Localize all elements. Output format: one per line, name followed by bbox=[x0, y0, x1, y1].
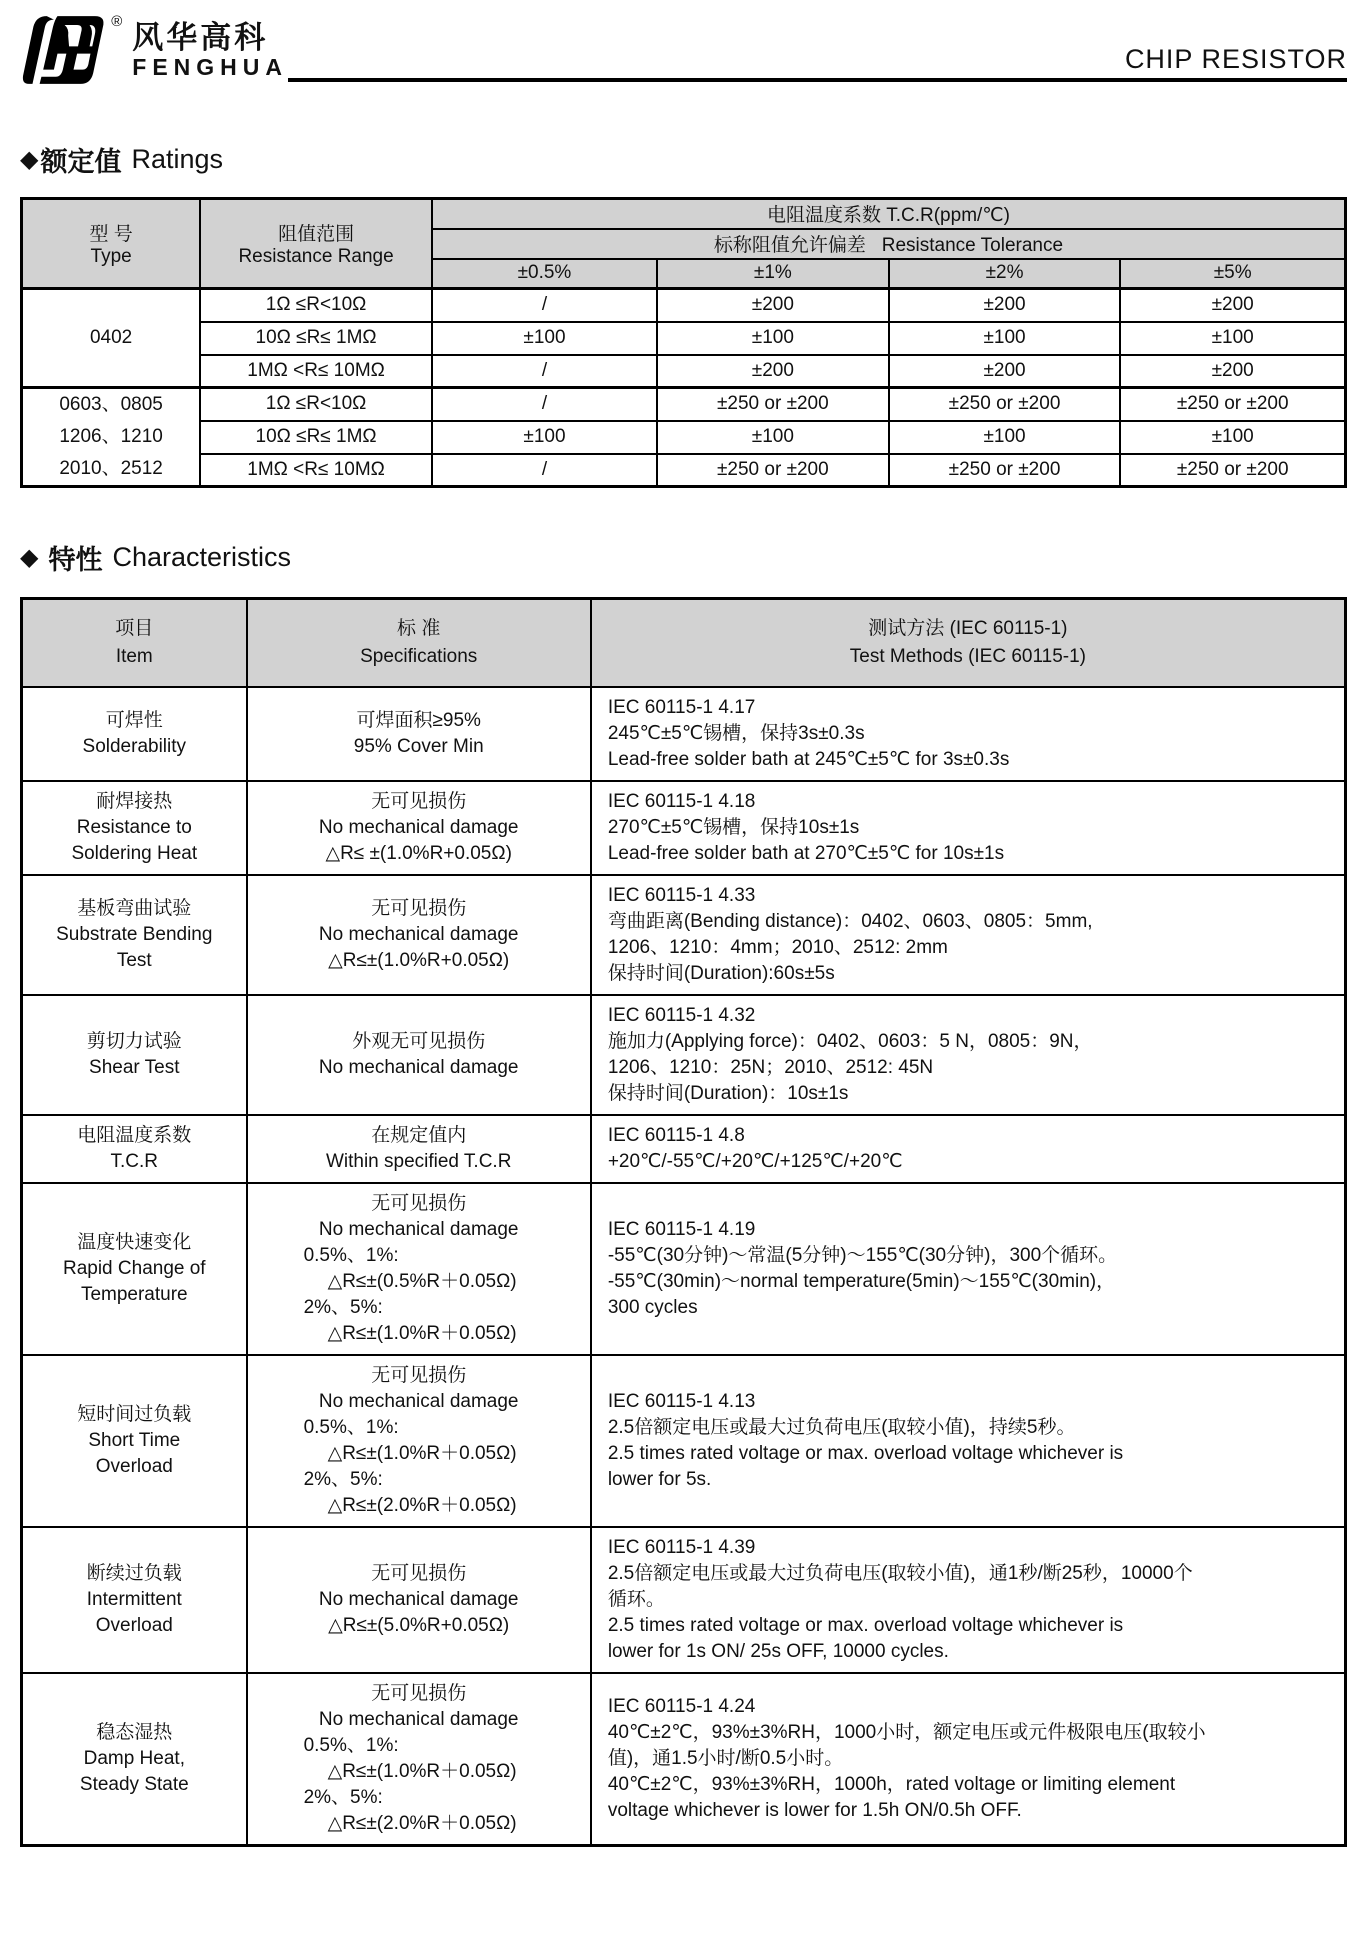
spec-column-header: 标 准 Specifications bbox=[247, 599, 591, 687]
method-cell: IEC 60115-1 4.19 -55℃(30分钟)～常温(5分钟)～155℃(30分钟)，300个循环。 -55℃(30min)～normal temperature(5min)～155℃(30min)， 300 cycles bbox=[591, 1183, 1346, 1355]
item-column-header: 项目 Item bbox=[22, 599, 247, 687]
ratings-table-body bbox=[22, 289, 1346, 487]
tcr-value-cell: ±100 bbox=[889, 322, 1121, 355]
item-cell: 耐焊接热 Resistance to Soldering Heat bbox=[22, 781, 247, 875]
tcr-value-cell: ±100 bbox=[657, 421, 889, 454]
tcr-value-cell: ±100 bbox=[1120, 421, 1345, 454]
type-cell: 0402 bbox=[22, 289, 201, 388]
tcr-value-cell: / bbox=[432, 454, 657, 487]
fenghua-logo bbox=[20, 10, 288, 86]
table-row bbox=[22, 1527, 1346, 1673]
item-cell: 基板弯曲试验 Substrate Bending Test bbox=[22, 875, 247, 995]
method-cell: IEC 60115-1 4.39 2.5倍额定电压或最大过负荷电压(取较小值)，通1秒/断25秒，10000个 循环。 2.5 times rated voltage or max. overload voltage whichever is lower for 1s ON/ 25s OFF, 10000 cycles. bbox=[591, 1527, 1346, 1673]
characteristics-header-row bbox=[22, 599, 1346, 687]
type-column-header: 型 号 Type bbox=[22, 199, 201, 289]
range-column-header: 阻值范围 Resistance Range bbox=[200, 199, 432, 289]
logo-cn-text: 风华高科 bbox=[132, 20, 269, 55]
doc-title: CHIP RESISTOR bbox=[1124, 44, 1347, 74]
tcr-value-cell: ±100 bbox=[432, 322, 657, 355]
method-cell: IEC 60115-1 4.13 2.5倍额定电压或最大过负荷电压(取较小值)，持续5秒。 2.5 times rated voltage or max. overload voltage whichever is lower for 5s. bbox=[591, 1355, 1346, 1527]
spec-cell: 无可见损伤 No mechanical damage △R≤±(1.0%R+0.05Ω) bbox=[247, 875, 591, 995]
item-cell: 稳态湿热 Damp Heat, Steady State bbox=[22, 1673, 247, 1846]
tolerance-col-1: ±1% bbox=[657, 259, 889, 289]
spec-cell: 可焊面积≥95% 95% Cover Min bbox=[247, 687, 591, 781]
tolerance-header: 标称阻值允许偏差 Resistance Tolerance bbox=[432, 229, 1346, 259]
item-cell: 温度快速变化 Rapid Change of Temperature bbox=[22, 1183, 247, 1355]
tcr-value-cell: ±100 bbox=[889, 421, 1121, 454]
item-cell: 电阻温度系数 T.C.R bbox=[22, 1115, 247, 1183]
table-row bbox=[22, 1673, 1346, 1846]
table-row bbox=[22, 1115, 1346, 1183]
range-cell: 1Ω ≤R<10Ω bbox=[200, 289, 432, 322]
table-row bbox=[22, 454, 1346, 487]
item-cell: 剪切力试验 Shear Test bbox=[22, 995, 247, 1115]
item-cell: 断续过负载 Intermittent Overload bbox=[22, 1527, 247, 1673]
ratings-table bbox=[20, 197, 1347, 488]
range-cell: 1MΩ <R≤ 10MΩ bbox=[200, 454, 432, 487]
range-cell: 10Ω ≤R≤ 1MΩ bbox=[200, 421, 432, 454]
spec-cell: 无可见损伤 No mechanical damage △R≤±(5.0%R+0.05Ω) bbox=[247, 1527, 591, 1673]
table-row bbox=[22, 781, 1346, 875]
tolerance-col-5: ±5% bbox=[1120, 259, 1345, 289]
tcr-value-cell: / bbox=[432, 388, 657, 421]
characteristics-table bbox=[20, 597, 1347, 1847]
tcr-value-cell: ±200 bbox=[1120, 355, 1345, 388]
tcr-value-cell: ±200 bbox=[889, 289, 1121, 322]
range-cell: 1MΩ <R≤ 10MΩ bbox=[200, 355, 432, 388]
spec-cell: 无可见损伤 No mechanical damage 0.5%、1%: △R≤±(0.5%R＋0.05Ω) 2%、5%: △R≤±(1.0%R＋0.05Ω) bbox=[247, 1183, 591, 1355]
characteristics-title-en: Characteristics bbox=[112, 542, 292, 572]
table-row bbox=[22, 355, 1346, 388]
table-row bbox=[22, 388, 1346, 421]
characteristics-table-body bbox=[22, 687, 1346, 1846]
table-row bbox=[22, 322, 1346, 355]
tcr-value-cell: ±250 or ±200 bbox=[657, 388, 889, 421]
table-row bbox=[22, 1183, 1346, 1355]
table-row bbox=[22, 687, 1346, 781]
ratings-header-row-1 bbox=[22, 199, 1346, 229]
spec-cell: 无可见损伤 No mechanical damage 0.5%、1%: △R≤±(1.0%R＋0.05Ω) 2%、5%: △R≤±(2.0%R＋0.05Ω) bbox=[247, 1673, 591, 1846]
range-cell: 1Ω ≤R<10Ω bbox=[200, 388, 432, 421]
tcr-value-cell: ±200 bbox=[889, 355, 1121, 388]
spec-cell: 在规定值内 Within specified T.C.R bbox=[247, 1115, 591, 1183]
diamond-icon: ◆ bbox=[20, 544, 39, 571]
header-rule bbox=[288, 10, 1347, 82]
tcr-value-cell: ±250 or ±200 bbox=[889, 454, 1121, 487]
tolerance-col-2: ±2% bbox=[889, 259, 1121, 289]
range-cell: 10Ω ≤R≤ 1MΩ bbox=[200, 322, 432, 355]
ratings-section-title bbox=[20, 140, 1347, 179]
item-cell: 可焊性 Solderability bbox=[22, 687, 247, 781]
tcr-header: 电阻温度系数 T.C.R(ppm/℃) bbox=[432, 199, 1346, 229]
characteristics-title-cn: 特性 bbox=[48, 545, 103, 575]
table-row bbox=[22, 289, 1346, 322]
fenghua-logo-icon bbox=[20, 14, 109, 86]
tcr-value-cell: ±100 bbox=[1120, 322, 1345, 355]
method-column-header: 测试方法 (IEC 60115-1) Test Methods (IEC 60115-1) bbox=[591, 599, 1346, 687]
spec-cell: 外观无可见损伤 No mechanical damage bbox=[247, 995, 591, 1115]
characteristics-section-title bbox=[20, 538, 1347, 577]
method-cell: IEC 60115-1 4.17 245℃±5℃锡槽，保持3s±0.3s Lead-free solder bath at 245℃±5℃ for 3s±0.3s bbox=[591, 687, 1346, 781]
table-row bbox=[22, 421, 1346, 454]
tcr-value-cell: ±100 bbox=[657, 322, 889, 355]
type-cell: 0603、0805 1206、1210 2010、2512 bbox=[22, 388, 201, 487]
table-row bbox=[22, 1355, 1346, 1527]
tcr-value-cell: / bbox=[432, 355, 657, 388]
tcr-value-cell: ±250 or ±200 bbox=[889, 388, 1121, 421]
tolerance-col-0.5: ±0.5% bbox=[432, 259, 657, 289]
ratings-title-en: Ratings bbox=[131, 144, 224, 174]
tcr-value-cell: ±250 or ±200 bbox=[657, 454, 889, 487]
method-cell: IEC 60115-1 4.8 +20℃/-55℃/+20℃/+125℃/+20℃ bbox=[591, 1115, 1346, 1183]
spec-cell: 无可见损伤 No mechanical damage 0.5%、1%: △R≤±(1.0%R＋0.05Ω) 2%、5%: △R≤±(2.0%R＋0.05Ω) bbox=[247, 1355, 591, 1527]
item-cell: 短时间过负载 Short Time Overload bbox=[22, 1355, 247, 1527]
tcr-value-cell: ±200 bbox=[1120, 289, 1345, 322]
registered-mark: ® bbox=[111, 13, 123, 30]
table-row bbox=[22, 995, 1346, 1115]
logo-en-text: FENGHUA bbox=[132, 54, 288, 80]
method-cell: IEC 60115-1 4.33 弯曲距离(Bending distance)：0402、0603、0805：5mm, 1206、1210：4mm；2010、2512: 2mm 保持时间(Duration):60s±5s bbox=[591, 875, 1346, 995]
method-cell: IEC 60115-1 4.24 40℃±2℃，93%±3%RH，1000小时，额定电压或元件极限电压(取较小 值)，通1.5小时/断0.5小时。 40℃±2℃，93%±3%RH，1000h，rated voltage or limiting element voltage whichever is lower for 1.5h ON/0.5h OFF. bbox=[591, 1673, 1346, 1846]
tcr-value-cell: ±200 bbox=[657, 355, 889, 388]
tcr-value-cell: ±100 bbox=[432, 421, 657, 454]
method-cell: IEC 60115-1 4.18 270℃±5℃锡槽，保持10s±1s Lead-free solder bath at 270℃±5℃ for 10s±1s bbox=[591, 781, 1346, 875]
method-cell: IEC 60115-1 4.32 施加力(Applying force)：0402、0603：5 N，0805：9N， 1206、1210：25N；2010、2512: 45N 保持时间(Duration)：10s±1s bbox=[591, 995, 1346, 1115]
ratings-title-cn: 额定值 bbox=[40, 147, 122, 177]
tcr-value-cell: ±250 or ±200 bbox=[1120, 388, 1345, 421]
tcr-value-cell: / bbox=[432, 289, 657, 322]
table-row bbox=[22, 875, 1346, 995]
spec-cell: 无可见损伤 No mechanical damage △R≤ ±(1.0%R+0.05Ω) bbox=[247, 781, 591, 875]
page-header bbox=[20, 10, 1347, 94]
tcr-value-cell: ±250 or ±200 bbox=[1120, 454, 1345, 487]
tcr-value-cell: ±200 bbox=[657, 289, 889, 322]
diamond-icon: ◆ bbox=[20, 146, 39, 173]
